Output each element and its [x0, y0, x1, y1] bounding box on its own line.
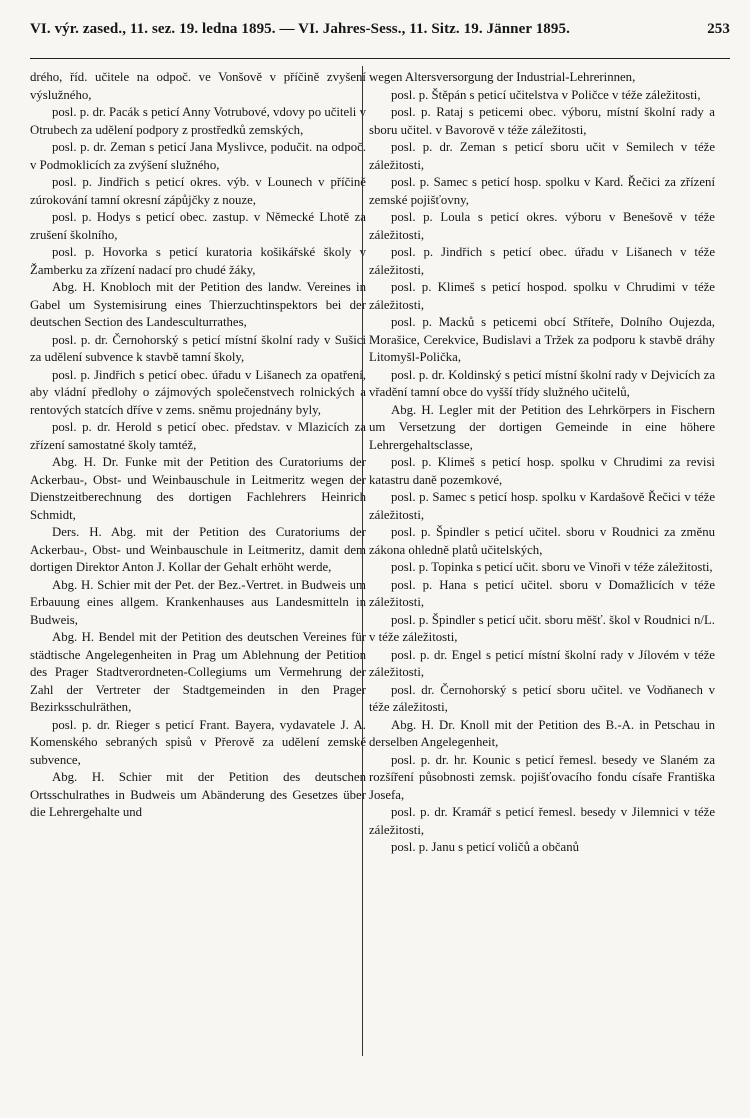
paragraph: posl. p. Hana s peticí učitel. sboru v Domažlicích v téže záležitosti, [369, 577, 715, 609]
paragraph: posl. p. dr. Kramář s peticí řemesl. besedy v Jilemnici v téže záležitosti, [369, 805, 715, 837]
running-header [30, 20, 730, 38]
column-divider [362, 66, 363, 1056]
paragraph: posl. p. Jindřich s peticí obec. úřadu v Lišanech v téže záležitosti, [369, 245, 715, 277]
paragraph: posl. p. dr. Zeman s peticí sboru učit v Semilech v téže záležitosti, [369, 140, 715, 172]
paragraph: Ders. H. Abg. mit der Petition des Curatoriums der Ackerbau-, Obst- und Weinbauschule in Leitmeritz, damit dem dortigen Direktor Anton J. Kollar der Gehalt erhöht werde, [30, 525, 366, 574]
paragraph: posl. p. dr. Černohorský s peticí místní školní rady v Sušici za udělení subvence k stavbě tamní školy, [30, 332, 366, 364]
paragraph: drého, říd. učitele na odpoč. ve Vonšově v příčině zvyšení výslužného, [30, 70, 366, 102]
paragraph: posl. p. dr. hr. Kounic s peticí řemesl. besedy ve Slaném za rozšíření působnosti zemsk. pojišťovacího fondu císaře Františka Josefa, [369, 752, 715, 802]
paragraph: posl. p. Jindřich s peticí obec. úřadu v Lišanech za opatření, aby vládní předlohy o zájmových společenstvech rolnických a rentových statcích dříve v zems. sněmu projednány byly, [30, 367, 366, 417]
paragraph: posl. p. Topinka s peticí učit. sboru ve Vinoři v téže záležitosti, [391, 560, 713, 574]
paragraph: posl. p. Loula s peticí okres. výboru v Benešově v téže záležitosti, [369, 210, 715, 242]
paragraph: posl. p. Štěpán s peticí učitelstva v Poličce v téže záležitosti, [391, 87, 701, 102]
paragraph: Abg. H. Schier mit der Petition des deutschen Ortsschulrathes in Budweis um Abänderung des Gesetzes über die Lehrergehalte und [30, 770, 366, 819]
paragraph: posl. p. Klimeš s peticí hospod. spolku v Chrudimi v téže záležitosti, [369, 280, 715, 312]
paragraph: posl. dr. Černohorský s peticí sboru učitel. ve Vodňanech v téže záležitosti, [369, 682, 715, 714]
paragraph: Abg. H. Bendel mit der Petition des deutschen Vereines für städtische Angelegenheiten in Prag um Ablehnung der Petition des Prager Stadtverordneten-Collegiums um Vermehrung der Zahl der Vertreter der Stadtgemeinden in den Prager Bezirksschulräthen, [30, 630, 366, 714]
paragraph: posl. p. dr. Pacák s peticí Anny Votrubové, vdovy po učiteli v Otrubech za udělení podpory z prostředků zemských, [30, 105, 366, 137]
paragraph: Abg. H. Dr. Knoll mit der Petition des B.-A. in Petschau in derselben Angelegenheit, [369, 717, 715, 749]
header-left: VI. výr. zased., 11. sez. 19. ledna 1895. [30, 21, 276, 37]
paragraph: Abg. H. Schier mit der Pet. der Bez.-Vertret. in Budweis um Erbauung eines allgem. Krankenhauses aus Landesmitteln in Budweis, [30, 577, 366, 627]
paragraph: posl. p. Špindler s peticí učitel. sboru v Roudnici za změnu zákona ohledně platů učitelských, [369, 525, 715, 557]
header-right: VI. Jahres-Sess., 11. Sitz. 19. Jänner 1895. [298, 21, 570, 37]
paragraph: posl. p. dr. Herold s peticí obec. představ. v Mlazicích za zřízení samostatné školy tamtéž, [30, 420, 366, 452]
paragraph: posl. p. Janu s peticí voličů a občanů [391, 840, 580, 854]
paragraph: posl. p. Hovorka s peticí kuratoria košikářské školy v Žamberku za zřízení nadací pro chudé žáky, [30, 245, 366, 277]
paragraph: posl. p. Samec s peticí hosp. spolku v Kardašově Řečici v téže záležitosti, [369, 490, 715, 522]
paragraph: posl. p. Klimeš s peticí hosp. spolku v Chrudimi za revisi katastru daně pozemkové, [369, 455, 715, 487]
paragraph: Abg. H. Knobloch mit der Petition des landw. Vereines in Gabel um Systemisirung eines Thierzuchtinspektors bei der deutschen Section des Landesculturrathes, [30, 280, 366, 329]
paragraph: posl. p. dr. Engel s peticí místní školní rady v Jílovém v téže záležitosti, [369, 647, 715, 679]
paragraph: posl. p. Špindler s peticí učit. sboru měšť. škol v Roudnici n/L. v téže záležitosti, [369, 612, 715, 644]
paragraph: Abg. H. Dr. Funke mit der Petition des Curatoriums der Ackerbau-, Obst- und Weinbauschule in Leitmeritz wegen der Dienstzeitberechnung des dortigen Fachlehrers Heinrich Schmidt, [30, 455, 366, 522]
paragraph: posl. p. dr. Rieger s peticí Frant. Bayera, vydavatele J. A. Komenského sebraných spisů v Přerově za udělení zemské subvence, [30, 717, 366, 767]
left-column [30, 69, 366, 822]
paragraph: posl. p. dr. Zeman s peticí Jana Myslivce, podučit. na odpoč. v Podmoklicích za zvýšení služného, [30, 140, 366, 172]
paragraph: Abg. H. Legler mit der Petition des Lehrkörpers in Fischern um Versetzung der dortigen Gemeinde in eine höhere Lehrergehaltsclasse, [369, 402, 715, 452]
paragraph: posl. p. Hodys s peticí obec. zastup. v Německé Lhotě za zrušení školního, [30, 210, 366, 242]
right-column [369, 69, 715, 857]
page-number: 253 [707, 21, 730, 37]
header-rule [30, 58, 730, 59]
paragraph: posl. p. Samec s peticí hosp. spolku v Kard. Řečici za zřízení zemské pojišťovny, [369, 175, 715, 207]
paragraph: wegen Altersversorgung der Industrial-Lehrerinnen, [369, 70, 636, 84]
paragraph: posl. p. dr. Koldinský s peticí místní školní rady v Dejvicích za vřadění tamní obce do vyšší třídy služného učitelů, [369, 367, 715, 399]
paragraph: posl. p. Macků s peticemi obcí Stříteře, Dolního Oujezda, Morašice, Cerekvice, Budislavi a Tržek za podporu k stavbě dráhy Litomyšl-Polička, [369, 315, 715, 364]
header-separator: — [275, 21, 299, 37]
paragraph: posl. p. Rataj s peticemi obec. výboru, místní školní rady a sboru učitel. v Bavorově v téže záležitosti, [369, 105, 715, 137]
paragraph: posl. p. Jindřich s peticí okres. výb. v Lounech v příčině zúrokování tamní okresní zápůjčky z nouze, [30, 175, 366, 207]
